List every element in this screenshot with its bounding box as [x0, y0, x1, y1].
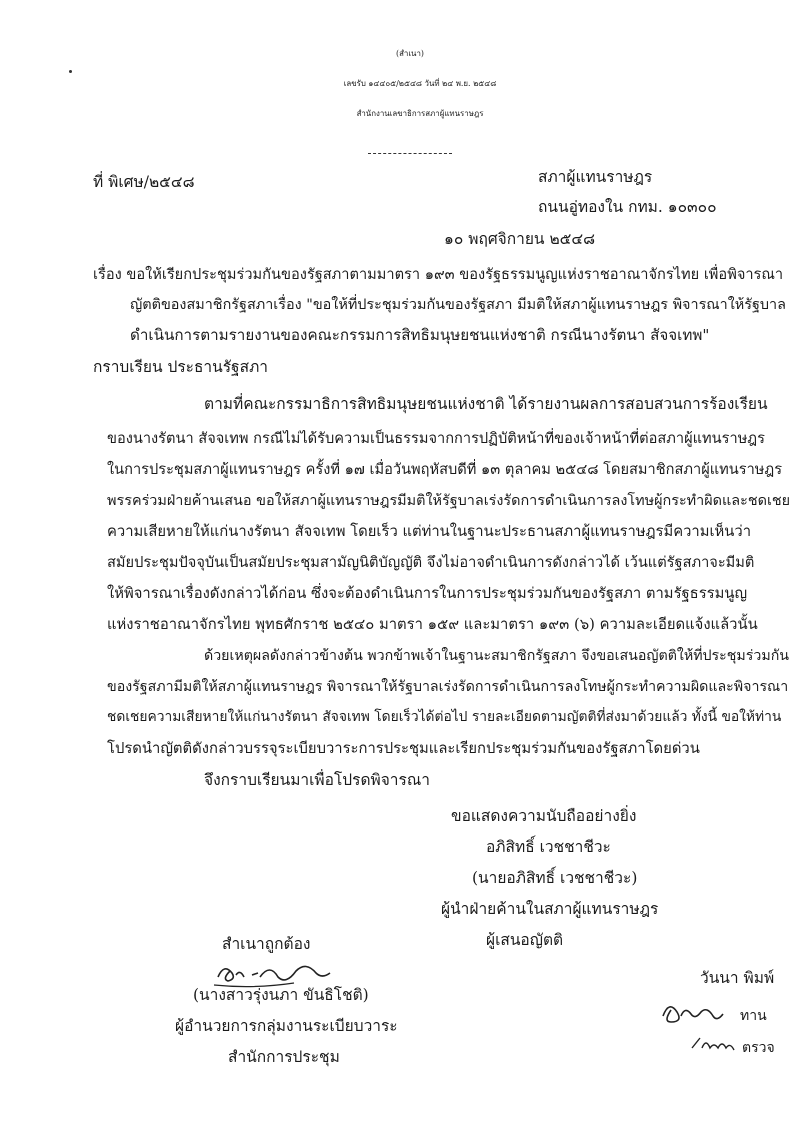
body-p1-line: ให้พิจารณาเรื่องดังกล่าวได้ก่อน ซึ่งจะต้องดำเนินการในการประชุมร่วมกันของรัฐสภา ตามรัฐธรรมนูญ: [107, 585, 748, 602]
body-p2-line: ด้วยเหตุผลดังกล่าวข้างต้น พวกข้าพเจ้าในฐานะสมาชิกรัฐสภา จึงขอเสนอญัตติให้ที่ประชุมร่วมกัน: [204, 648, 790, 664]
typist-note: วันนา พิมพ์: [700, 969, 775, 987]
proofreader-note: ทาน: [740, 1008, 767, 1024]
reviewer-note: ตรวจ: [742, 1040, 775, 1056]
signatory-role: ผู้เสนอญัตติ: [486, 931, 564, 949]
body-p1-line: ของนางรัตนา สัจจเทพ กรณีไม่ได้รับความเป็นธรรมจากการปฏิบัติหน้าที่ของเจ้าหน้าที่ต่อสภาผู้แทนราษฎร: [107, 430, 765, 447]
body-p1-line: ในการประชุมสภาผู้แทนราษฎร ครั้งที่ ๑๗ เมื่อวันพฤหัสบดีที่ ๑๓ ตุลาคม ๒๕๔๘ โดยสมาชิกสภาผู้แทนราษฎร: [107, 461, 783, 478]
salutation: กราบเรียน ประธานรัฐสภา: [93, 358, 268, 376]
certified-copy-label: สำเนาถูกต้อง: [222, 935, 311, 953]
signatory-title: ผู้นำฝ่ายค้านในสภาผู้แทนราษฎร: [441, 900, 659, 918]
body-p1-line: แห่งราชอาณาจักรไทย พุทธศักราช ๒๕๔๐ มาตรา ๑๕๙ และมาตรา ๑๙๓ (๖) ความละเอียดแจ้งแล้วนั้น: [107, 616, 758, 633]
receipt-number: เลขรับ ๑๔๔๐๕/๒๕๔๘ วันที่ ๒๔ พ.ย. ๒๕๔๘: [343, 79, 497, 88]
closing-request: จึงกราบเรียนมาเพื่อโปรดพิจารณา: [204, 771, 430, 789]
signatory-name: อภิสิทธิ์ เวชชาชีวะ: [486, 838, 611, 856]
certifier-office: สำนักการประชุม: [228, 1048, 340, 1066]
body-p1-line: ตามที่คณะกรรมาธิการสิทธิมนุษยชนแห่งชาติ ได้รายงานผลการสอบสวนการร้องเรียน: [204, 395, 768, 413]
header-divider: [368, 153, 452, 154]
body-p1-line: สมัยประชุมปัจจุบันเป็นสมัยประชุมสามัญนิติบัญญัติ จึงไม่อาจดำเนินการดังกล่าวได้ เว้นแต่รัฐสภาจะมีมติ: [107, 554, 755, 571]
regards-line: ขอแสดงความนับถืออย่างยิ่ง: [451, 807, 637, 825]
sender-organization: สภาผู้แทนราษฎร: [538, 168, 653, 186]
body-p1-line: ความเสียหายให้แก่นางรัตนา สัจจเทพ โดยเร็ว แต่ท่านในฐานะประธานสภาผู้แทนราษฎรมีความเห็นว่า: [107, 523, 752, 540]
subject-line-3: ดำเนินการตามรายงานของคณะกรรมการสิทธิมนุษยชนแห่งชาติ กรณีนางรัตนา สัจจเทพ": [130, 326, 710, 344]
subject-line-2: ญัตติของสมาชิกรัฐสภาเรื่อง "ขอให้ที่ประชุมร่วมกันของรัฐสภา มีมติให้สภาผู้แทนราษฎร พิจารณาให้รัฐบาล: [130, 297, 786, 313]
body-p1-line: พรรคร่วมฝ่ายค้านเสนอ ขอให้สภาผู้แทนราษฎรมีมติให้รัฐบาลเร่งรัดการดำเนินการลงโทษผู้กระทำผิดและชดเชย: [107, 493, 791, 509]
sender-address: ถนนอู่ทองใน กทม. ๑๐๓๐๐: [538, 198, 717, 216]
body-p2-line: โปรดนำญัตติดังกล่าวบรรจุระเบียบวาระการประชุมและเรียกประชุมร่วมกันของรัฐสภาโดยด่วน: [107, 740, 700, 757]
letter-date: ๑๐ พฤศจิกายน ๒๕๔๘: [444, 230, 596, 248]
office-name: สำนักงานเลขาธิการสภาผู้แทนราษฎร: [356, 109, 484, 118]
body-p2-line: ชดเชยความเสียหายให้แก่นางรัตนา สัจจเทพ โดยเร็วได้ต่อไป รายละเอียดตามญัตติที่ส่งมาด้วยแล้ว ทั้งนี้ ขอให้ท่าน: [107, 709, 782, 725]
subject-line-1: เรื่อง ขอให้เรียกประชุมร่วมกันของรัฐสภาตามมาตรา ๑๙๓ ของรัฐธรรมนูญแห่งราชอาณาจักรไทย เพื่อพิจารณา: [93, 266, 784, 283]
scan-speck: [69, 70, 72, 73]
body-p2-line: ของรัฐสภามีมติให้สภาผู้แทนราษฎร พิจารณาให้รัฐบาลเร่งรัดการดำเนินการลงโทษผู้กระทำความผิดและพิจารณา: [107, 679, 789, 695]
certifier-name-parenthetical: (นางสาวรุ่งนภา ขันธิโชติ): [193, 986, 369, 1004]
proofreader-initials: [659, 998, 739, 1028]
copy-mark: (สำเนา): [396, 49, 424, 58]
reference-number: ที่ พิเศษ/๒๕๔๘: [93, 173, 195, 191]
certifier-title: ผู้อำนวยการกลุ่มงานระเบียบวาระ: [175, 1017, 398, 1035]
signatory-name-parenthetical: (นายอภิสิทธิ์ เวชชาชีวะ): [472, 869, 638, 887]
